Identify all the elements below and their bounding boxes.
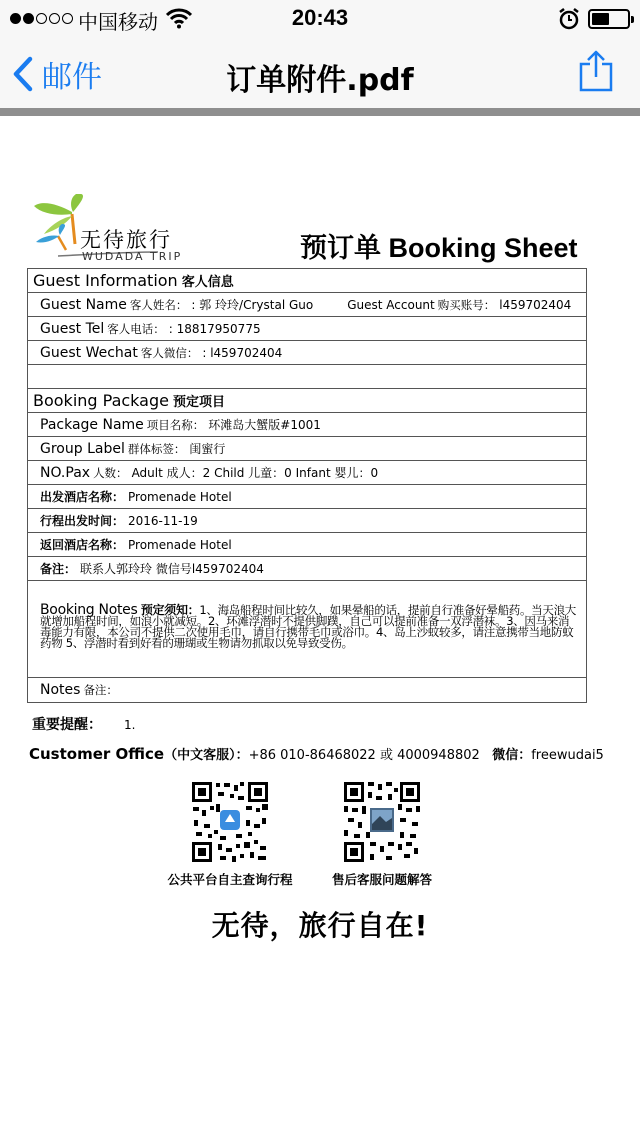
return-hotel-row xyxy=(28,533,586,557)
customer-office-wechat-label: 微信： xyxy=(492,748,532,763)
package-name-row xyxy=(28,413,586,437)
battery-icon xyxy=(588,9,630,29)
guest-tel-value: : 18817950775 xyxy=(168,321,261,336)
pax-row xyxy=(28,461,586,485)
status-bar xyxy=(0,0,640,40)
share-icon xyxy=(578,50,614,92)
clock: 20:43 xyxy=(291,5,349,30)
depart-hotel-row xyxy=(28,485,586,509)
booking-table xyxy=(27,268,587,703)
customer-office-phone: +86 010-86468022 或 4000948802 xyxy=(248,748,480,763)
group-label-value: 闺蜜行 xyxy=(189,442,226,456)
return-hotel-label: 返回酒店名称： xyxy=(40,538,125,552)
page-title: 订单附件.pdf xyxy=(226,63,414,98)
package-name-label-cn: 项目名称： xyxy=(146,417,205,432)
depart-time-value: 2016-11-19 xyxy=(128,513,198,528)
toolbar-divider xyxy=(0,108,640,116)
group-label-cn: 群体标签： xyxy=(127,441,186,456)
qr-code-public-icon xyxy=(190,780,270,864)
guest-info-title-en: Guest Information xyxy=(33,271,178,290)
group-label-row xyxy=(28,437,586,461)
package-name-label-en: Package Name xyxy=(40,416,144,433)
blank-row xyxy=(28,365,586,389)
guest-account-label-en: Guest Account xyxy=(347,297,435,312)
guest-account-value: l459702404 xyxy=(499,297,572,312)
guest-name-row xyxy=(28,293,586,317)
booking-package-header xyxy=(28,389,586,413)
notes-row xyxy=(28,678,586,702)
booking-notes-text: 1、海岛船程时间比较久，如果晕船的话，提前自行准备好晕船药。当天浪大就增加船程时间，如浪小就减短。2、环滩浮潜时不提供脚蹼，自己可以提前准备一双浮潜袜。3、因马来消毒能力有限，本公司不提供二次使用毛巾，请自行携带毛巾或浴巾。4、岛上沙蚊较多，请注意携带当地防蚊药物 5、浮潜时看到好看的珊瑚或生物请勿抓取以免导致受伤。 xyxy=(40,603,576,650)
guest-name-label-en: Guest Name xyxy=(40,296,127,313)
remark-label: 备注： xyxy=(40,562,77,576)
depart-time-row xyxy=(28,509,586,533)
guest-name-value: : 郭 玲玲/Crystal Guo xyxy=(191,298,314,312)
important-reminder-value: 1. xyxy=(124,718,136,732)
pax-label-cn: 人数： xyxy=(93,465,128,480)
carrier-name: 中国移动 xyxy=(78,10,158,34)
important-reminder-label: 重要提醒： xyxy=(32,717,102,733)
customer-office-label-en: Customer Office xyxy=(29,745,165,763)
alarm-icon xyxy=(558,7,580,35)
qr-code-service-icon xyxy=(342,780,422,864)
guest-wechat-label-cn: 客人微信： xyxy=(140,345,199,360)
pax-label-en: NO.Pax xyxy=(40,464,91,481)
logo-name-en: WUDADA TRIP xyxy=(82,250,183,263)
logo-name-cn: 无待旅行 xyxy=(80,228,172,252)
guest-info-header xyxy=(28,269,586,293)
depart-time-label: 行程出发时间： xyxy=(40,514,125,528)
qr-caption-public: 公共平台自主查询行程 xyxy=(167,872,293,887)
guest-wechat-row xyxy=(28,341,586,365)
booking-notes-row xyxy=(28,581,586,678)
pax-value: Adult 成人：2 Child 儿童：0 Infant 婴儿：0 xyxy=(131,466,379,480)
guest-tel-row xyxy=(28,317,586,341)
remark-row xyxy=(28,557,586,581)
return-hotel-value: Promenade Hotel xyxy=(128,537,232,552)
booking-package-title-en: Booking Package xyxy=(33,391,169,410)
customer-office-label-cn: （中文客服）： xyxy=(164,748,249,763)
pdf-document[interactable] xyxy=(0,116,640,1138)
package-name-value: 环滩岛大蟹版#1001 xyxy=(208,418,321,432)
guest-tel-label-cn: 客人电话： xyxy=(107,321,165,336)
navigation-bar xyxy=(0,40,640,108)
notes-label-cn: 备注： xyxy=(83,683,118,697)
depart-hotel-value: Promenade Hotel xyxy=(128,489,232,504)
booking-notes-label-cn: 预定须知： xyxy=(140,603,200,617)
share-button[interactable] xyxy=(578,50,614,96)
notes-label-en: Notes xyxy=(40,682,81,698)
remark-value: 联系人郭玲玲 微信号l459702404 xyxy=(80,562,264,576)
guest-name-label-cn: 客人姓名： xyxy=(129,297,188,312)
guest-wechat-value: : l459702404 xyxy=(202,345,283,360)
back-button-label: 邮件 xyxy=(42,60,102,95)
important-reminder xyxy=(32,714,135,734)
qr-caption-service: 售后客服问题解答 xyxy=(331,872,432,887)
customer-office xyxy=(29,744,604,763)
customer-office-wechat-value: freewudai5 xyxy=(531,748,604,763)
guest-wechat-label-en: Guest Wechat xyxy=(40,344,138,361)
booking-notes-label-en: Booking Notes xyxy=(40,602,138,618)
guest-tel-label-en: Guest Tel xyxy=(40,320,105,337)
depart-hotel-label: 出发酒店名称： xyxy=(40,490,125,504)
group-label-en: Group Label xyxy=(40,440,125,457)
slogan: 无待，旅行自在! xyxy=(211,909,429,942)
booking-package-title-cn: 预定项目 xyxy=(172,395,225,410)
booking-sheet-title: 预订单 Booking Sheet xyxy=(300,233,578,263)
guest-account-label-cn: 购买账号： xyxy=(437,297,496,312)
guest-info-title-cn: 客人信息 xyxy=(181,275,234,290)
